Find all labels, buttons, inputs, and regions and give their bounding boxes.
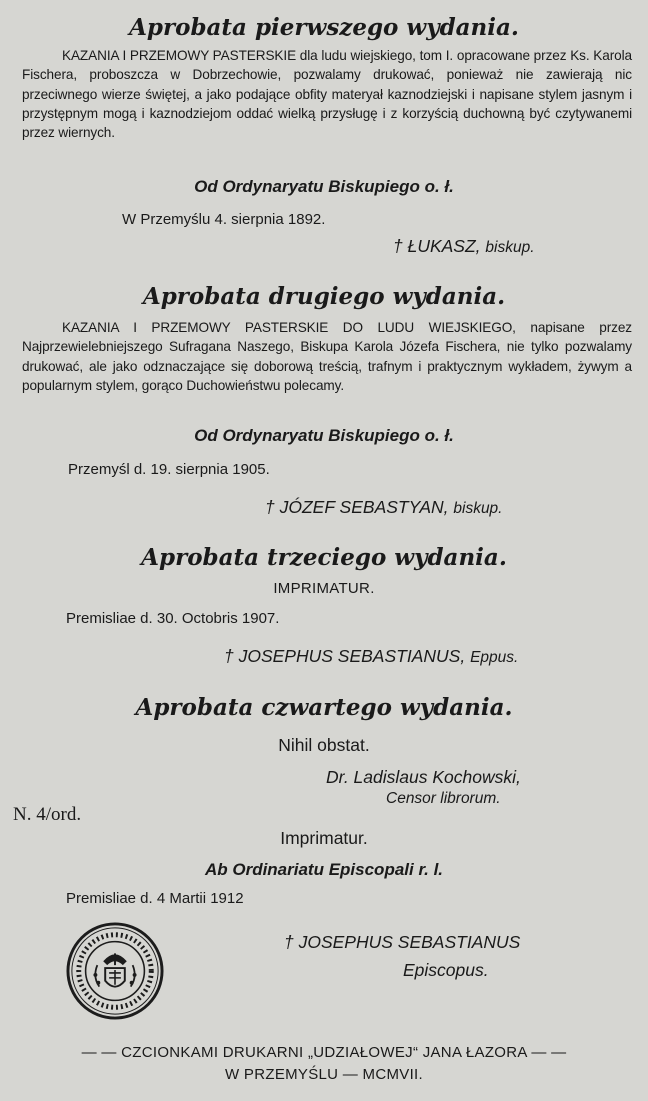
second-edition-ordinariate: Od Ordynaryatu Biskupiego o. ł. [194,426,454,445]
first-edition-ordinariate: Od Ordynaryatu Biskupiego o. ł. [194,177,454,196]
fourth-edition-censor-title: Censor librorum. [386,790,501,807]
fourth-edition-number: N. 4/ord. [13,804,82,825]
second-edition-heading: Aprobata drugiego wydania. [142,283,506,310]
fourth-edition-ordinariate: Ab Ordinariatu Episcopali r. l. [204,860,444,879]
third-edition-signature-name: † JOSEPHUS SEBASTIANUS, [224,646,466,666]
second-edition-signature [265,497,503,518]
second-edition-date: Przemyśl d. 19. sierpnia 1905. [68,461,270,478]
first-edition-body-text: KAZANIA I PRZEMOWY PASTERSKIE dla ludu wiejskiego, tom I. opracowane przez Ks. Karola Fischera, proboszcza w Dobrzechowie, pozwalamy drukować, ponieważ nie zawierają nic przeciwnego wierze świętej, a jako podające obfity materyał kaznodziejski i napisane stylem jasnym i przystępnym mogą i kaznodziejom oddać wielką przysługę i z korzyścią duchowną być czytywanemi przez wiernych. [22,48,632,141]
first-edition-heading: Aprobata pierwszego wydania. [129,14,519,41]
printer-footer-line2: W PRZEMYŚLU — MCMVII. [225,1066,423,1083]
second-edition-body [22,318,632,395]
printer-footer-line1: — — CZCIONKAMI DRUKARNI „UDZIAŁOWEJ“ JANA ŁAZORA — — [81,1044,567,1061]
third-edition-heading: Aprobata trzeciego wydania. [141,544,507,571]
third-edition-signature [224,646,518,667]
third-edition-imprimatur: IMPRIMATUR. [273,580,375,597]
fourth-edition-signature: † JOSEPHUS SEBASTIANUS [284,932,521,952]
fourth-edition-nihil-obstat: Nihil obstat. [278,735,370,755]
third-edition-date: Premisliae d. 30. Octobris 1907. [66,610,280,627]
second-edition-body-text: KAZANIA I PRZEMOWY PASTERSKIE DO LUDU WIEJSKIEGO, napisane przez Najprzewielebniejszego Sufragana Naszego, Biskupa Karola Józefa Fischera, nie tylko pozwalamy drukować, ale jako odznaczające się doborową treścią, trafnym i praktycznym wykładem, żywym a popularnym stylem, gorąco Duchowieństwu polecamy. [22,320,632,393]
first-edition-date: W Przemyślu 4. sierpnia 1892. [122,211,326,228]
fourth-edition-imprimatur: Imprimatur. [280,828,368,848]
first-edition-signature [393,236,535,257]
fourth-edition-heading: Aprobata czwartego wydania. [135,694,513,721]
first-edition-signature-name: † ŁUKASZ, [393,236,481,256]
second-edition-signature-name: † JÓZEF SEBASTYAN, [265,497,449,517]
fourth-edition-signature-title: Episcopus. [403,960,489,980]
second-edition-signature-title: biskup. [453,500,503,517]
fourth-edition-censor-name: Dr. Ladislaus Kochowski, [326,767,521,787]
first-edition-signature-title: biskup. [485,239,535,256]
third-edition-signature-title: Eppus. [470,649,519,666]
episcopal-seal-icon [66,922,164,1020]
fourth-edition-date: Premisliae d. 4 Martii 1912 [66,890,244,907]
first-edition-body [22,46,632,142]
